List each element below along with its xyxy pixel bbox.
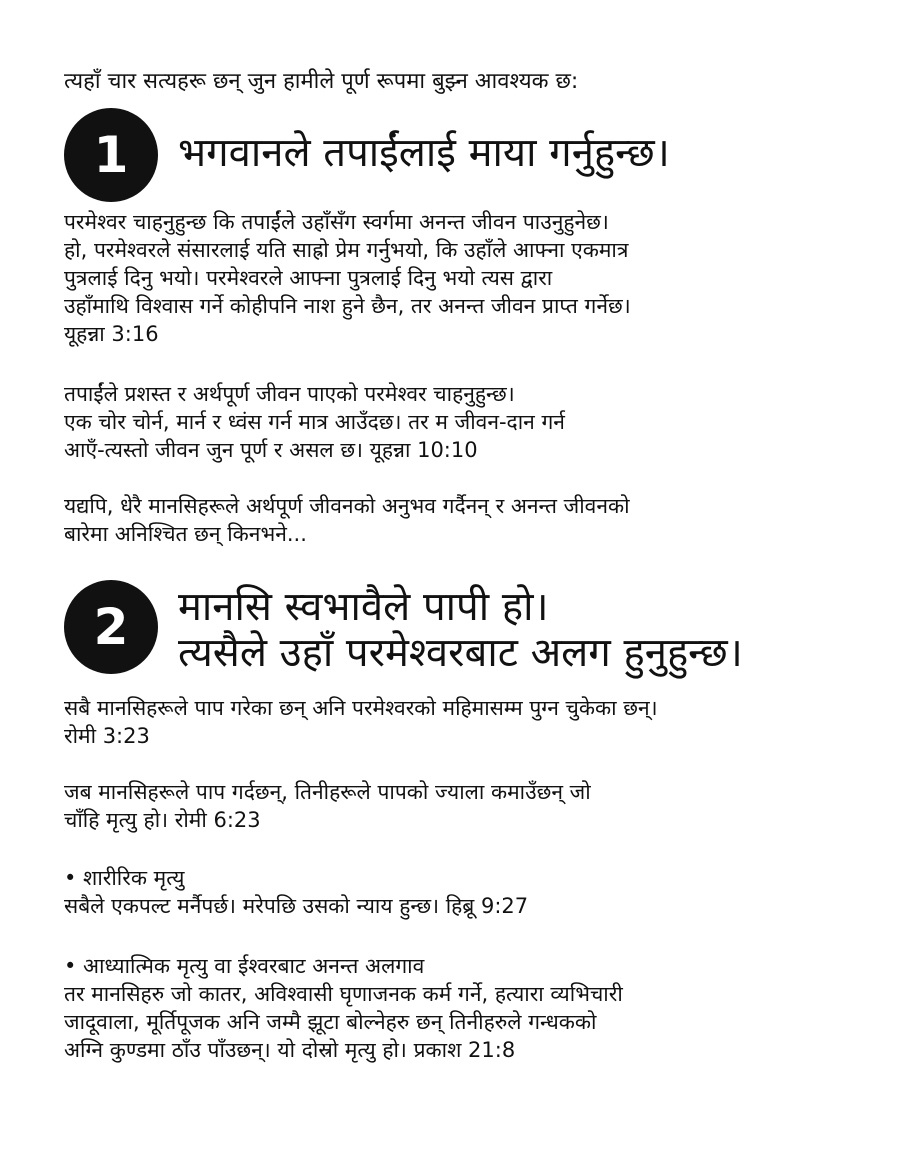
paragraph-god-loves-you [64, 208, 864, 348]
paragraph-physical-death [64, 864, 864, 920]
paragraph-line: हो, परमेश्वरले संसारलाई यति साह्रो प्रेम गर्नुभयो, कि उहाँले आफ्ना एकमात्र [64, 238, 629, 262]
section-heading-1-line: भगवानले तपाईंलाई माया गर्नुहुन्छ। [178, 130, 670, 176]
paragraph-line: जादूवाला, मूर्तिपूजक अनि जम्मै झूटा बोल्नेहरु छन् तिनीहरुले गन्धकको [64, 1010, 597, 1034]
section-heading-2-line-1: मानसि स्वभावैले पापी हो। [178, 584, 549, 630]
section-heading-2 [178, 584, 743, 676]
paragraph-however [64, 492, 864, 548]
intro-text: त्यहाँ चार सत्यहरू छन् जुन हामीले पूर्ण रूपमा बुझ्न आवश्यक छ: [64, 69, 579, 94]
paragraph-line: तर मानसिहरु जो कातर, अविश्वासी घृणाजनक कर्म गर्ने, हत्यारा व्यभिचारी [64, 982, 623, 1006]
paragraph-line: तपाईंले प्रशस्त र अर्थपूर्ण जीवन पाएको परमेश्वर चाहनुहुन्छ। [64, 382, 515, 406]
paragraph-wages-of-sin [64, 778, 864, 834]
paragraph-line: चाँहि मृत्यु हो। रोमी 6:23 [64, 808, 261, 832]
number-badge-1: 1 [64, 108, 158, 202]
paragraph-line: आएँ-त्यस्तो जीवन जुन पूर्ण र असल छ। यूहन्ना 10:10 [64, 438, 478, 462]
paragraph-line: बारेमा अनिश्चित छन् किनभने... [64, 522, 307, 546]
number-badge-2: 2 [64, 580, 158, 674]
paragraph-line: यद्यपि, धेरै मानसिहरूले अर्थपूर्ण जीवनको अनुभव गर्दैनन् र अनन्त जीवनको [64, 494, 630, 518]
paragraph-line: अग्नि कुण्डमा ठाँउ पाँउछन्। यो दोस्रो मृत्यु हो। प्रकाश 21:8 [64, 1038, 516, 1062]
paragraph-line: सबै मानसिहरूले पाप गरेका छन् अनि परमेश्वरको महिमासम्म पुग्न चुकेका छन्। [64, 696, 658, 720]
paragraph-line: एक चोर चोर्न, मार्न र ध्वंस गर्न मात्र आउँदछ। तर म जीवन-दान गर्न [64, 410, 565, 434]
paragraph-abundant-life [64, 380, 864, 464]
verse-reference: रोमी 3:23 [64, 724, 150, 748]
verse-reference: यूहन्ना 3:16 [64, 322, 159, 346]
paragraph-spiritual-death [64, 952, 864, 1064]
bullet-item: • शारीरिक मृत्यु [64, 866, 185, 890]
section-heading-2-line-2: त्यसैले उहाँ परमेश्वरबाट अलग हुनुहुन्छ। [178, 630, 743, 676]
bullet-item: • आध्यात्मिक मृत्यु वा ईश्वरबाट अनन्त अलगाव [64, 954, 425, 978]
paragraph-line: परमेश्वर चाहनुहुन्छ कि तपाईंले उहाँसँग स्वर्गमा अनन्त जीवन पाउनुहुनेछ। [64, 210, 609, 234]
paragraph-line: पुत्रलाई दिनु भयो। परमेश्वरले आफ्ना पुत्रलाई दिनु भयो त्यस द्वारा [64, 266, 553, 290]
paragraph-line: सबैले एकपल्ट मर्नैपर्छ। मरेपछि उसको न्याय हुन्छ। हिब्रू 9:27 [64, 894, 529, 918]
paragraph-line: उहाँमाथि विश्वास गर्ने कोहीपनि नाश हुने छैन, तर अनन्त जीवन प्राप्त गर्नेछ। [64, 294, 631, 318]
paragraph-line: जब मानसिहरूले पाप गर्दछन्, तिनीहरूले पापको ज्याला कमाउँछन् जो [64, 780, 591, 804]
paragraph-all-have-sinned [64, 694, 864, 750]
section-heading-1 [178, 130, 670, 176]
